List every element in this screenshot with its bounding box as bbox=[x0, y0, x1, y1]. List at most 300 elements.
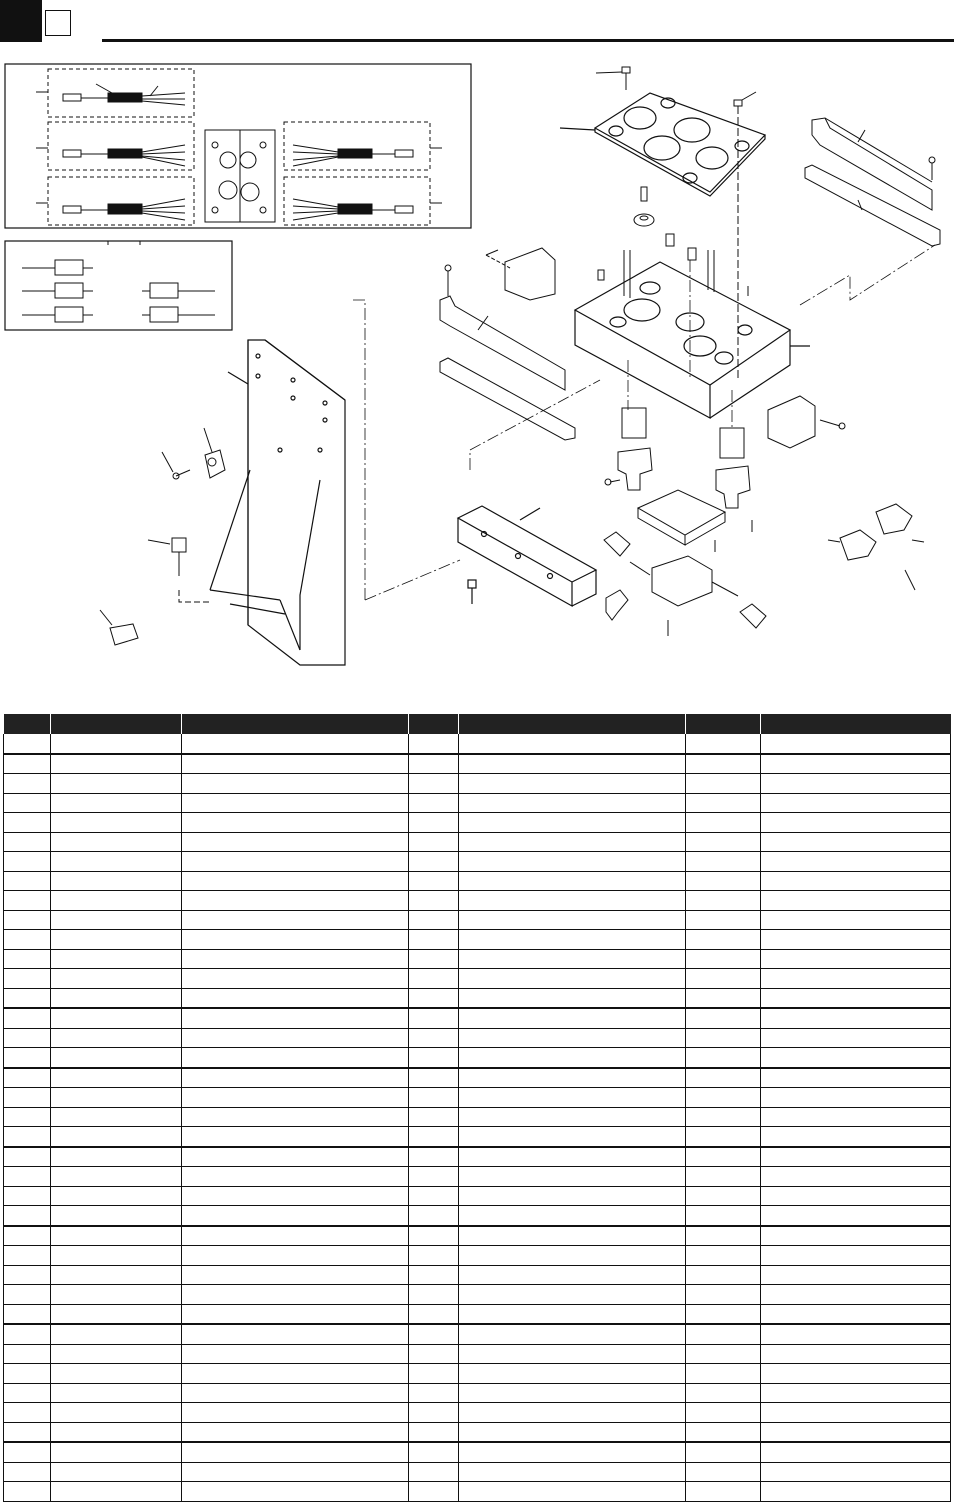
table-cell bbox=[409, 1167, 459, 1187]
small-screw-left bbox=[162, 452, 190, 479]
table-cell bbox=[4, 1383, 51, 1403]
table-cell bbox=[761, 1226, 951, 1246]
table-cell bbox=[182, 1265, 409, 1285]
table-cell bbox=[4, 1226, 51, 1246]
table-cell bbox=[4, 1147, 51, 1167]
table-cell bbox=[459, 1008, 686, 1028]
table-cell bbox=[459, 1442, 686, 1462]
table-cell bbox=[4, 949, 51, 969]
table-cell bbox=[4, 1265, 51, 1285]
table-row bbox=[4, 1107, 951, 1127]
table-cell bbox=[51, 1048, 182, 1068]
table-cell bbox=[761, 1364, 951, 1384]
table-cell bbox=[182, 1285, 409, 1305]
table-cell bbox=[4, 930, 51, 950]
table-cell bbox=[4, 1403, 51, 1423]
table-cell bbox=[182, 1048, 409, 1068]
table-cell bbox=[51, 910, 182, 930]
table-cell bbox=[761, 734, 951, 754]
table-cell bbox=[51, 988, 182, 1008]
table-cell bbox=[409, 1226, 459, 1246]
speed-controller-pair bbox=[828, 504, 924, 590]
table-cell bbox=[182, 1068, 409, 1088]
table-cell bbox=[182, 910, 409, 930]
table-cell bbox=[4, 910, 51, 930]
table-cell bbox=[459, 1048, 686, 1068]
table-cell bbox=[4, 1028, 51, 1048]
table-cell bbox=[409, 891, 459, 911]
table-cell bbox=[459, 1482, 686, 1502]
table-cell bbox=[686, 774, 761, 794]
table-cell bbox=[459, 1226, 686, 1246]
table-row bbox=[4, 813, 951, 833]
table-row bbox=[4, 1364, 951, 1384]
table-header-row bbox=[4, 714, 951, 734]
table-cell bbox=[182, 1088, 409, 1108]
table-cell bbox=[761, 949, 951, 969]
table-cell bbox=[761, 832, 951, 852]
spacer-bar bbox=[458, 506, 596, 606]
table-cell bbox=[51, 813, 182, 833]
table-row bbox=[4, 1147, 951, 1167]
table-cell bbox=[409, 1246, 459, 1266]
table-cell bbox=[459, 891, 686, 911]
table-cell bbox=[686, 1462, 761, 1482]
table-cell bbox=[4, 1462, 51, 1482]
table-cell bbox=[459, 793, 686, 813]
table-cell bbox=[4, 1068, 51, 1088]
gripper-jaw-left bbox=[605, 408, 652, 490]
table-cell bbox=[182, 1167, 409, 1187]
table-cell bbox=[459, 1147, 686, 1167]
table-cell bbox=[182, 1462, 409, 1482]
table-row bbox=[4, 1127, 951, 1147]
table-cell bbox=[51, 734, 182, 754]
table-cell bbox=[686, 1364, 761, 1384]
table-row bbox=[4, 1462, 951, 1482]
table-cell bbox=[182, 793, 409, 813]
table-row bbox=[4, 1008, 951, 1028]
table-cell bbox=[51, 1364, 182, 1384]
table-cell bbox=[51, 1068, 182, 1088]
table-cell bbox=[409, 1482, 459, 1502]
table-row bbox=[4, 793, 951, 813]
header-cell-remarks bbox=[761, 714, 951, 734]
table-cell bbox=[686, 1186, 761, 1206]
hook-bracket-left bbox=[486, 248, 555, 300]
table-row bbox=[4, 1482, 951, 1502]
header-cell-qty bbox=[409, 714, 459, 734]
table-row bbox=[4, 1088, 951, 1108]
table-cell bbox=[459, 1068, 686, 1088]
header-black-block bbox=[0, 0, 42, 42]
header-cell-description bbox=[182, 714, 409, 734]
table-cell bbox=[51, 774, 182, 794]
harness-inset bbox=[5, 64, 471, 228]
table-cell bbox=[409, 734, 459, 754]
header-cell-code bbox=[686, 714, 761, 734]
table-row bbox=[4, 1403, 951, 1423]
table-cell bbox=[459, 1364, 686, 1384]
table-cell bbox=[182, 1206, 409, 1226]
table-cell bbox=[182, 1442, 409, 1462]
table-cell bbox=[761, 969, 951, 989]
table-cell bbox=[409, 949, 459, 969]
table-cell bbox=[409, 1068, 459, 1088]
table-cell bbox=[686, 871, 761, 891]
table-cell bbox=[459, 1127, 686, 1147]
table-cell bbox=[182, 988, 409, 1008]
table-cell bbox=[182, 1324, 409, 1344]
table-row bbox=[4, 1285, 951, 1305]
table-cell bbox=[459, 969, 686, 989]
table-cell bbox=[761, 1383, 951, 1403]
table-cell bbox=[51, 1265, 182, 1285]
table-cell bbox=[409, 1462, 459, 1482]
table-cell bbox=[686, 988, 761, 1008]
table-cell bbox=[4, 871, 51, 891]
table-cell bbox=[761, 1442, 951, 1462]
table-row bbox=[4, 734, 951, 754]
table-cell bbox=[409, 1265, 459, 1285]
table-cell bbox=[459, 930, 686, 950]
table-cell bbox=[4, 813, 51, 833]
table-cell bbox=[459, 1246, 686, 1266]
table-cell bbox=[409, 1186, 459, 1206]
table-cell bbox=[686, 1107, 761, 1127]
table-row bbox=[4, 1265, 951, 1285]
table-cell bbox=[182, 1482, 409, 1502]
side-bracket-right bbox=[812, 118, 932, 210]
block-manifold bbox=[575, 262, 810, 418]
table-cell bbox=[51, 1028, 182, 1048]
table-row bbox=[4, 1167, 951, 1187]
table-cell bbox=[51, 871, 182, 891]
table-cell bbox=[686, 930, 761, 950]
table-cell bbox=[182, 930, 409, 950]
cap-screw bbox=[148, 538, 210, 602]
table-row bbox=[4, 1324, 951, 1344]
table-cell bbox=[182, 1147, 409, 1167]
table-cell bbox=[761, 1206, 951, 1226]
table-cell bbox=[409, 1285, 459, 1305]
table-cell bbox=[686, 813, 761, 833]
table-cell bbox=[761, 1285, 951, 1305]
cable-harness-2 bbox=[36, 145, 185, 166]
table-cell bbox=[686, 1008, 761, 1028]
table-row bbox=[4, 891, 951, 911]
table-cell bbox=[182, 832, 409, 852]
cable-harness-4 bbox=[293, 145, 442, 166]
side-bracket-left-lower bbox=[440, 358, 575, 440]
table-cell bbox=[4, 1364, 51, 1384]
table-row bbox=[4, 1226, 951, 1246]
table-cell bbox=[686, 1068, 761, 1088]
table-cell bbox=[686, 1442, 761, 1462]
table-cell bbox=[51, 1482, 182, 1502]
table-cell bbox=[51, 852, 182, 872]
cable-harness-3 bbox=[36, 199, 185, 220]
table-cell bbox=[182, 1403, 409, 1423]
table-cell bbox=[686, 1127, 761, 1147]
table-cell bbox=[51, 930, 182, 950]
table-cell bbox=[686, 1246, 761, 1266]
header-cell-no bbox=[4, 714, 51, 734]
stopper-cap bbox=[604, 532, 766, 628]
table-cell bbox=[459, 949, 686, 969]
table-cell bbox=[459, 1265, 686, 1285]
table-cell bbox=[182, 1246, 409, 1266]
table-cell bbox=[761, 813, 951, 833]
table-cell bbox=[182, 1383, 409, 1403]
sensor-inset bbox=[5, 241, 232, 330]
side-bracket-left bbox=[440, 265, 565, 390]
table-cell bbox=[182, 1008, 409, 1028]
table-cell bbox=[459, 1088, 686, 1108]
table-cell bbox=[51, 949, 182, 969]
table-cell bbox=[51, 1147, 182, 1167]
table-cell bbox=[4, 1127, 51, 1147]
table-cell bbox=[761, 1186, 951, 1206]
table-cell bbox=[182, 754, 409, 774]
header-index-box bbox=[45, 10, 71, 36]
table-cell bbox=[459, 832, 686, 852]
table-cell bbox=[51, 1462, 182, 1482]
table-cell bbox=[409, 1364, 459, 1384]
table-cell bbox=[761, 930, 951, 950]
table-cell bbox=[686, 1226, 761, 1246]
table-cell bbox=[459, 734, 686, 754]
table-cell bbox=[51, 1088, 182, 1108]
table-cell bbox=[409, 813, 459, 833]
table-cell bbox=[182, 774, 409, 794]
table-cell bbox=[409, 988, 459, 1008]
table-cell bbox=[459, 1344, 686, 1364]
table-cell bbox=[459, 1304, 686, 1324]
table-cell bbox=[686, 1482, 761, 1502]
table-cell bbox=[51, 1304, 182, 1324]
table-cell bbox=[51, 1403, 182, 1423]
table-cell bbox=[4, 754, 51, 774]
stand-frame bbox=[210, 340, 345, 665]
table-cell bbox=[761, 754, 951, 774]
table-cell bbox=[686, 1028, 761, 1048]
table-cell bbox=[4, 1482, 51, 1502]
table-cell bbox=[459, 1186, 686, 1206]
table-cell bbox=[51, 1344, 182, 1364]
table-row bbox=[4, 910, 951, 930]
table-cell bbox=[4, 1246, 51, 1266]
table-cell bbox=[182, 1186, 409, 1206]
table-cell bbox=[459, 1028, 686, 1048]
table-cell bbox=[761, 1403, 951, 1423]
table-cell bbox=[459, 871, 686, 891]
table-cell bbox=[459, 1403, 686, 1423]
table-cell bbox=[51, 1008, 182, 1028]
table-row bbox=[4, 1028, 951, 1048]
table-cell bbox=[409, 1008, 459, 1028]
exploded-parts-drawing bbox=[0, 46, 954, 706]
table-cell bbox=[686, 852, 761, 872]
parts-list-table bbox=[3, 714, 951, 1502]
table-cell bbox=[459, 813, 686, 833]
table-row bbox=[4, 832, 951, 852]
table-cell bbox=[182, 969, 409, 989]
table-cell bbox=[459, 1285, 686, 1305]
table-cell bbox=[4, 969, 51, 989]
table-cell bbox=[409, 1403, 459, 1423]
table-row bbox=[4, 1048, 951, 1068]
table-cell bbox=[51, 1383, 182, 1403]
table-cell bbox=[761, 1068, 951, 1088]
table-cell bbox=[4, 1285, 51, 1305]
table-cell bbox=[686, 949, 761, 969]
table-cell bbox=[761, 1048, 951, 1068]
table-cell bbox=[4, 1206, 51, 1226]
table-cell bbox=[686, 1167, 761, 1187]
table-cell bbox=[409, 793, 459, 813]
table-cell bbox=[761, 1344, 951, 1364]
mount-plate bbox=[638, 490, 725, 552]
table-cell bbox=[182, 734, 409, 754]
table-cell bbox=[182, 813, 409, 833]
air-cylinder bbox=[630, 556, 738, 636]
table-cell bbox=[761, 1265, 951, 1285]
table-row bbox=[4, 1442, 951, 1462]
table-cell bbox=[459, 852, 686, 872]
table-cell bbox=[761, 910, 951, 930]
table-cell bbox=[686, 832, 761, 852]
table-cell bbox=[686, 1088, 761, 1108]
table-cell bbox=[4, 988, 51, 1008]
table-cell bbox=[182, 1226, 409, 1246]
table-cell bbox=[686, 969, 761, 989]
table-cell bbox=[761, 891, 951, 911]
table-cell bbox=[409, 754, 459, 774]
assembly-lines bbox=[352, 245, 935, 600]
table-cell bbox=[409, 1127, 459, 1147]
side-bracket-right-lower bbox=[805, 157, 940, 246]
table-row bbox=[4, 754, 951, 774]
table-cell bbox=[761, 1008, 951, 1028]
table-cell bbox=[4, 1167, 51, 1187]
table-cell bbox=[761, 1028, 951, 1048]
table-cell bbox=[182, 1422, 409, 1442]
table-cell bbox=[4, 793, 51, 813]
table-cell bbox=[686, 910, 761, 930]
table-cell bbox=[761, 1147, 951, 1167]
table-cell bbox=[761, 871, 951, 891]
table-cell bbox=[409, 1422, 459, 1442]
table-cell bbox=[459, 910, 686, 930]
table-cell bbox=[51, 1186, 182, 1206]
table-cell bbox=[4, 734, 51, 754]
header-cell-spec bbox=[459, 714, 686, 734]
table-cell bbox=[686, 1403, 761, 1423]
table-cell bbox=[686, 1344, 761, 1364]
gripper-jaw-right bbox=[716, 428, 752, 532]
table-cell bbox=[761, 1127, 951, 1147]
table-cell bbox=[182, 891, 409, 911]
table-row bbox=[4, 871, 951, 891]
header-rule bbox=[102, 39, 954, 42]
table-cell bbox=[409, 1107, 459, 1127]
table-cell bbox=[4, 1107, 51, 1127]
table-cell bbox=[51, 1422, 182, 1442]
table-cell bbox=[686, 1048, 761, 1068]
table-cell bbox=[761, 1324, 951, 1344]
table-cell bbox=[761, 1246, 951, 1266]
table-cell bbox=[4, 1344, 51, 1364]
table-cell bbox=[4, 1442, 51, 1462]
table-cell bbox=[459, 754, 686, 774]
table-cell bbox=[761, 988, 951, 1008]
table-cell bbox=[4, 1186, 51, 1206]
table-cell bbox=[686, 1206, 761, 1226]
table-cell bbox=[409, 1206, 459, 1226]
table-cell bbox=[4, 1422, 51, 1442]
table-cell bbox=[409, 1048, 459, 1068]
table-cell bbox=[51, 969, 182, 989]
table-cell bbox=[459, 1383, 686, 1403]
table-cell bbox=[761, 1482, 951, 1502]
table-cell bbox=[51, 1226, 182, 1246]
table-cell bbox=[51, 1167, 182, 1187]
table-row bbox=[4, 988, 951, 1008]
table-cell bbox=[51, 891, 182, 911]
table-cell bbox=[182, 871, 409, 891]
table-row bbox=[4, 1206, 951, 1226]
table-cell bbox=[761, 1422, 951, 1442]
table-cell bbox=[686, 1324, 761, 1344]
table-cell bbox=[459, 1107, 686, 1127]
table-cell bbox=[409, 871, 459, 891]
table-cell bbox=[409, 1324, 459, 1344]
pad-block bbox=[100, 610, 138, 645]
table-row bbox=[4, 852, 951, 872]
table-cell bbox=[51, 1442, 182, 1462]
table-cell bbox=[459, 1462, 686, 1482]
table-cell bbox=[761, 852, 951, 872]
table-cell bbox=[51, 793, 182, 813]
table-cell bbox=[409, 774, 459, 794]
table-cell bbox=[686, 1422, 761, 1442]
table-cell bbox=[4, 891, 51, 911]
table-row bbox=[4, 1383, 951, 1403]
table-cell bbox=[761, 1304, 951, 1324]
table-row bbox=[4, 969, 951, 989]
cable-harness-5 bbox=[293, 199, 442, 220]
table-cell bbox=[459, 774, 686, 794]
top-plate bbox=[560, 93, 765, 196]
table-cell bbox=[686, 1147, 761, 1167]
table-cell bbox=[182, 1028, 409, 1048]
table-cell bbox=[51, 832, 182, 852]
table-cell bbox=[761, 774, 951, 794]
table-cell bbox=[4, 1008, 51, 1028]
table-cell bbox=[4, 852, 51, 872]
table-cell bbox=[459, 988, 686, 1008]
table-cell bbox=[182, 1344, 409, 1364]
table-cell bbox=[51, 1324, 182, 1344]
table-cell bbox=[686, 1285, 761, 1305]
table-cell bbox=[459, 1422, 686, 1442]
table-cell bbox=[51, 1285, 182, 1305]
table-cell bbox=[686, 1304, 761, 1324]
table-cell bbox=[409, 1147, 459, 1167]
table-cell bbox=[182, 1127, 409, 1147]
table-row bbox=[4, 930, 951, 950]
